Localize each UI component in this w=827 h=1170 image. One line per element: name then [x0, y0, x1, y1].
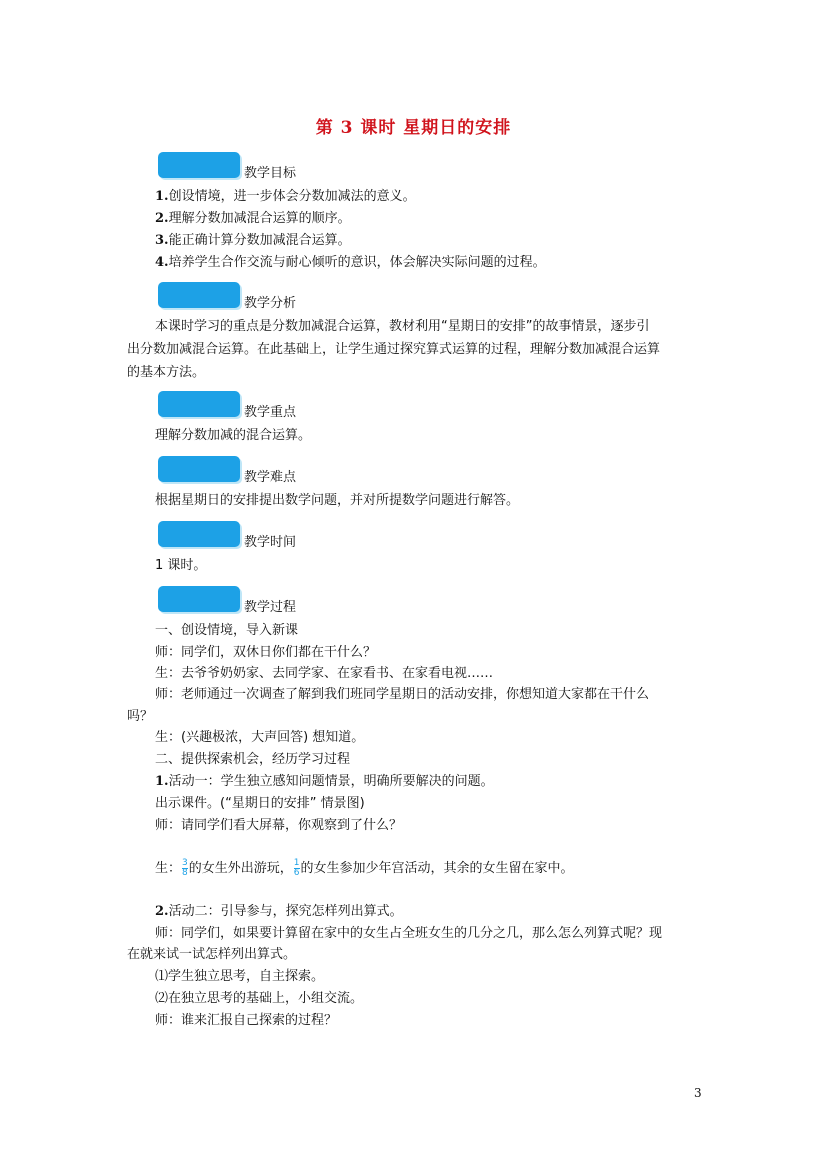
- process-line: ⑴学生独立思考，自主探索。: [155, 969, 325, 984]
- process-line: 吗？: [127, 709, 154, 724]
- section-badge: [158, 282, 240, 308]
- section-badge: [158, 391, 240, 417]
- process-line: 一、创设情境，导入新课: [155, 623, 299, 638]
- goal-item-2: 2.理解分数加减混合运算的顺序。: [155, 211, 351, 226]
- process-line: 生：去爷爷奶奶家、去同学家、在家看书、在家看电视……: [155, 666, 494, 681]
- goal-item-3: 3.能正确计算分数加减混合运算。: [155, 233, 351, 248]
- fraction-3-8: $\frac{3}{8}$: [182, 858, 188, 878]
- key-text: 理解分数加减的混合运算。: [155, 428, 312, 443]
- section-label: 教学目标: [244, 166, 297, 181]
- goal-item-1: 1.创设情境，进一步体会分数加减法的意义。: [155, 189, 416, 204]
- section-label: 教学过程: [244, 600, 297, 615]
- section-badge: [158, 456, 240, 482]
- section-label: 教学分析: [244, 296, 297, 311]
- section-label: 教学难点: [244, 470, 297, 485]
- section-label: 教学重点: [244, 405, 297, 420]
- section-badge: [158, 521, 240, 547]
- process-line: 在就来试一试怎样列出算式。: [127, 947, 297, 962]
- process-line: 师：老师通过一次调查了解到我们班同学星期日的活动安排，你想知道大家都在干什么: [155, 687, 650, 702]
- process-line: 师：同学们，如果要计算留在家中的女生占全班女生的几分之几，那么怎么列算式呢？现: [155, 926, 663, 941]
- fraction-1-6: $\frac{1}{6}$: [293, 858, 300, 878]
- analysis-line: 本课时学习的重点是分数加减混合运算，教材利用“星期日的安排”的故事情景，逐步引: [155, 319, 650, 334]
- difficulty-text: 根据星期日的安排提出数学问题，并对所提数学问题进行解答。: [155, 493, 520, 508]
- process-line: 二、提供探索机会，经历学习过程: [155, 752, 351, 767]
- process-line: 师：请同学们看大屏幕，你观察到了什么？: [155, 818, 403, 833]
- time-text: 1 课时。: [155, 558, 207, 573]
- process-line-fractions: 生： $\frac{3}{8}$ 的女生外出游玩， $\frac{1}{6}$ 的女生参加少年宫活动，其余的女生留在家中。: [155, 858, 574, 878]
- goal-item-4: 4.培养学生合作交流与耐心倾听的意识，体会解决实际问题的过程。: [155, 255, 546, 270]
- process-line: 师：谁来汇报自己探索的过程？: [155, 1013, 338, 1028]
- analysis-line: 的基本方法。: [127, 365, 206, 380]
- process-line: ⑵在独立思考的基础上，小组交流。: [155, 991, 364, 1006]
- process-line: 1.活动一：学生独立感知问题情景，明确所要解决的问题。: [155, 774, 494, 789]
- process-line: 师：同学们，双休日你们都在干什么？: [155, 645, 377, 660]
- process-line: 出示课件。(“星期日的安排” 情景图): [155, 796, 365, 811]
- page-number: 3: [694, 1086, 702, 1100]
- section-badge: [158, 152, 240, 178]
- section-badge: [158, 586, 240, 612]
- page-title: 第 3 课时 星期日的安排: [315, 118, 512, 138]
- process-line: 2.活动二：引导参与，探究怎样列出算式。: [155, 904, 403, 919]
- section-label: 教学时间: [244, 535, 297, 550]
- process-line: 生：(兴趣极浓，大声回答) 想知道。: [155, 730, 365, 745]
- analysis-line: 出分数加减混合运算。在此基础上，让学生通过探究算式运算的过程，理解分数加减混合运算: [127, 342, 661, 357]
